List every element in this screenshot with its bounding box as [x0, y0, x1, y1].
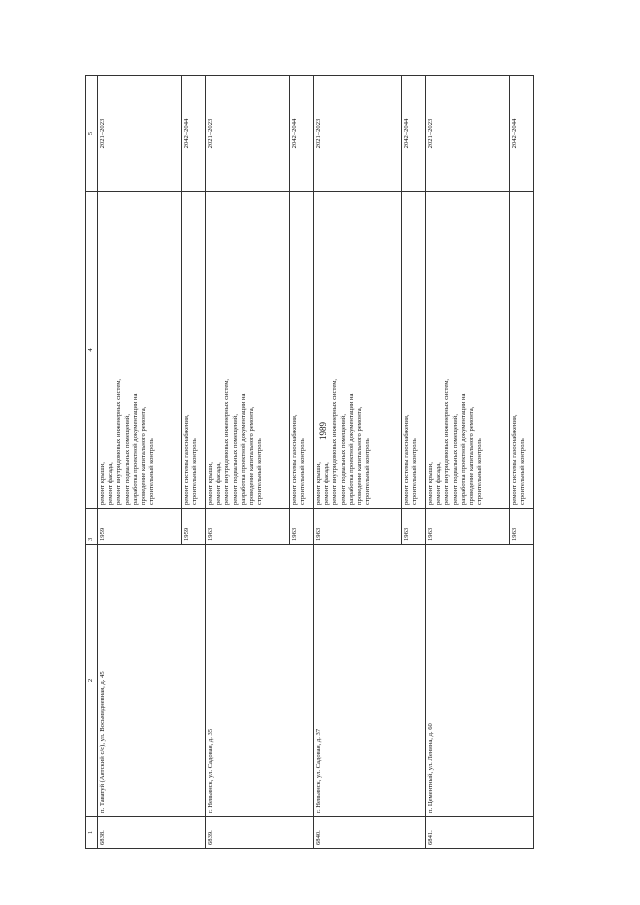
- row-address-continued: [510, 545, 534, 817]
- col-header-2: 2: [86, 545, 98, 817]
- row-works: [314, 192, 402, 509]
- work-line: строительный контроль: [519, 438, 527, 505]
- row-year: 1959: [98, 509, 182, 545]
- work-line: строительный контроль: [191, 438, 199, 505]
- work-line: ремонт подвальных помещений,: [339, 414, 347, 505]
- work-line: ремонт внутридомовых инженерных систем,: [443, 378, 451, 505]
- work-line: ремонт подвальных помещений,: [231, 414, 239, 505]
- table-body: [98, 76, 534, 849]
- work-line: ремонт крыши,: [315, 462, 322, 505]
- work-line: разработка проектной документации на: [131, 393, 139, 505]
- work-line: строительный контроль: [299, 438, 307, 505]
- work-line: ремонт фасада,: [435, 462, 443, 505]
- work-line: ремонт фасада,: [107, 462, 115, 505]
- row-address: г. Невьянск, ул. Садовая, д. 35: [206, 545, 290, 817]
- row-works: [290, 192, 314, 509]
- work-line: ремонт крыши,: [99, 462, 106, 505]
- row-period: 2021–2023: [98, 76, 182, 192]
- work-line: проведение капитального ремонта,: [468, 406, 476, 505]
- table-row: [206, 76, 290, 849]
- work-line: ремонт крыши,: [207, 462, 214, 505]
- row-period: 2042–2044: [402, 76, 426, 192]
- work-line: строительный контроль: [364, 438, 372, 505]
- col-header-5: 5: [86, 76, 98, 192]
- work-line: разработка проектной документации на: [459, 393, 467, 505]
- table-row: [314, 76, 402, 849]
- col-header-1: 1: [86, 817, 98, 849]
- row-address-continued: [402, 545, 426, 817]
- row-works: [510, 192, 534, 509]
- work-line: строительный контроль: [476, 438, 484, 505]
- row-number: 6841.: [426, 817, 510, 849]
- work-line: ремонт внутридомовых инженерных систем,: [223, 378, 231, 505]
- work-line: ремонт внутридомовых инженерных систем,: [331, 378, 339, 505]
- row-address-continued: [290, 545, 314, 817]
- row-works: [98, 192, 182, 509]
- row-works: [206, 192, 290, 509]
- table-row: [426, 76, 510, 849]
- row-period: 2021–2023: [314, 76, 402, 192]
- work-line: строительный контроль: [148, 438, 156, 505]
- row-number: 6840.: [314, 817, 402, 849]
- row-works: [402, 192, 426, 509]
- row-number: 6839.: [206, 817, 290, 849]
- work-line: ремонт фасада,: [323, 462, 331, 505]
- row-number-continued: [510, 817, 534, 849]
- header-row: [86, 76, 98, 849]
- work-line: ремонт системы газоснабжения,: [183, 414, 190, 505]
- work-line: разработка проектной документации на: [239, 393, 247, 505]
- row-number-continued: [402, 817, 426, 849]
- page-number: 1989: [318, 422, 328, 440]
- table-row: [510, 76, 534, 849]
- work-line: проведение капитального ремонта,: [248, 406, 256, 505]
- work-line: ремонт системы газоснабжения,: [291, 414, 298, 505]
- work-line: ремонт крыши,: [427, 462, 434, 505]
- repair-schedule-table: [85, 75, 534, 849]
- row-period: 2042–2044: [290, 76, 314, 192]
- row-address: п. Таватуй (Аятский с/с), ул. Восьмидневная, д. 45: [98, 545, 182, 817]
- row-period: 2021–2023: [206, 76, 290, 192]
- row-period: 2021–2023: [426, 76, 510, 192]
- row-year: 1963: [426, 509, 510, 545]
- rotated-table-container: [85, 76, 557, 849]
- table-row: [182, 76, 206, 849]
- row-number-continued: [182, 817, 206, 849]
- work-line: строительный контроль: [256, 438, 264, 505]
- row-period: 2042–2044: [510, 76, 534, 192]
- row-year: 1963: [402, 509, 426, 545]
- row-address: п. Цементный, ул. Ленина, д. 60: [426, 545, 510, 817]
- row-year: 1963: [510, 509, 534, 545]
- work-line: разработка проектной документации на: [347, 393, 355, 505]
- work-line: строительный контроль: [411, 438, 419, 505]
- table-row: [290, 76, 314, 849]
- row-works: [182, 192, 206, 509]
- col-header-4: 4: [86, 192, 98, 509]
- work-line: ремонт подвальных помещений,: [451, 414, 459, 505]
- work-line: ремонт системы газоснабжения,: [511, 414, 518, 505]
- table-row: [98, 76, 182, 849]
- row-address-continued: [182, 545, 206, 817]
- work-line: проведение капитального ремонта,: [356, 406, 364, 505]
- row-year: 1963: [290, 509, 314, 545]
- row-works: [426, 192, 510, 509]
- row-year: 1963: [314, 509, 402, 545]
- work-line: ремонт подвальных помещений,: [123, 414, 131, 505]
- row-number: 6838.: [98, 817, 182, 849]
- row-address: г. Невьянск, ул. Садовая, д. 37: [314, 545, 402, 817]
- work-line: ремонт фасада,: [215, 462, 223, 505]
- work-line: ремонт внутридомовых инженерных систем,: [115, 378, 123, 505]
- work-line: проведение капитального ремонта,: [140, 406, 148, 505]
- table-row: [402, 76, 426, 849]
- row-period: 2042–2044: [182, 76, 206, 192]
- work-line: ремонт системы газоснабжения,: [403, 414, 410, 505]
- row-year: 1959: [182, 509, 206, 545]
- col-header-3: 3: [86, 509, 98, 545]
- row-year: 1963: [206, 509, 290, 545]
- row-number-continued: [290, 817, 314, 849]
